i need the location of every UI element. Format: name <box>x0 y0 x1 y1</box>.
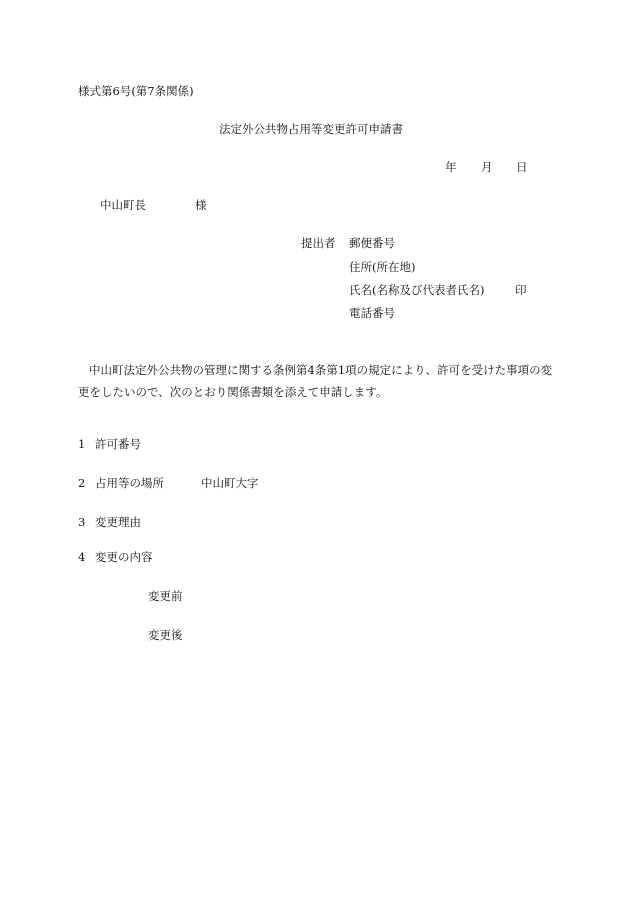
occupancy-location-value: 中山町大字 <box>201 476 259 490</box>
item-number: 2 <box>78 476 86 490</box>
item-change-reason <box>78 515 141 530</box>
item-permit-number <box>78 437 141 452</box>
request-body-text: 中山町法定外公共物の管理に関する条例第4条第1項の規定により、許可を受けた事項の変更をしたいので、次のとおり関係書類を添えて申請します。 <box>78 363 553 399</box>
item-label: 占用等の場所 <box>95 476 164 490</box>
form-number: 様式第6号(第7条関係) <box>78 84 194 98</box>
name-label: 氏名(名称及び代表者氏名) <box>349 283 485 297</box>
phone-label: 電話番号 <box>349 306 395 320</box>
document-title: 法定外公共物占用等変更許可申請書 <box>219 122 403 136</box>
date-year-label: 年 <box>445 160 457 174</box>
item-number: 3 <box>78 515 86 529</box>
date-month-label: 月 <box>481 160 493 174</box>
addressee-name: 中山町長 <box>100 198 146 212</box>
addressee-honorific: 様 <box>195 198 207 212</box>
change-after-label: 変更後 <box>148 628 183 642</box>
postal-code-label: 郵便番号 <box>349 236 395 250</box>
address-label: 住所(所在地) <box>349 260 416 274</box>
item-occupancy-location <box>78 476 164 491</box>
item-change-details <box>78 550 153 565</box>
item-label: 変更の内容 <box>95 550 153 564</box>
change-before-label: 変更前 <box>148 589 183 603</box>
seal-label: 印 <box>515 283 527 297</box>
item-number: 1 <box>78 437 86 451</box>
item-label: 許可番号 <box>95 437 141 451</box>
applicant-label: 提出者 <box>301 236 336 250</box>
item-label: 変更理由 <box>95 515 141 529</box>
date-day-label: 日 <box>516 160 528 174</box>
item-number: 4 <box>78 550 86 564</box>
